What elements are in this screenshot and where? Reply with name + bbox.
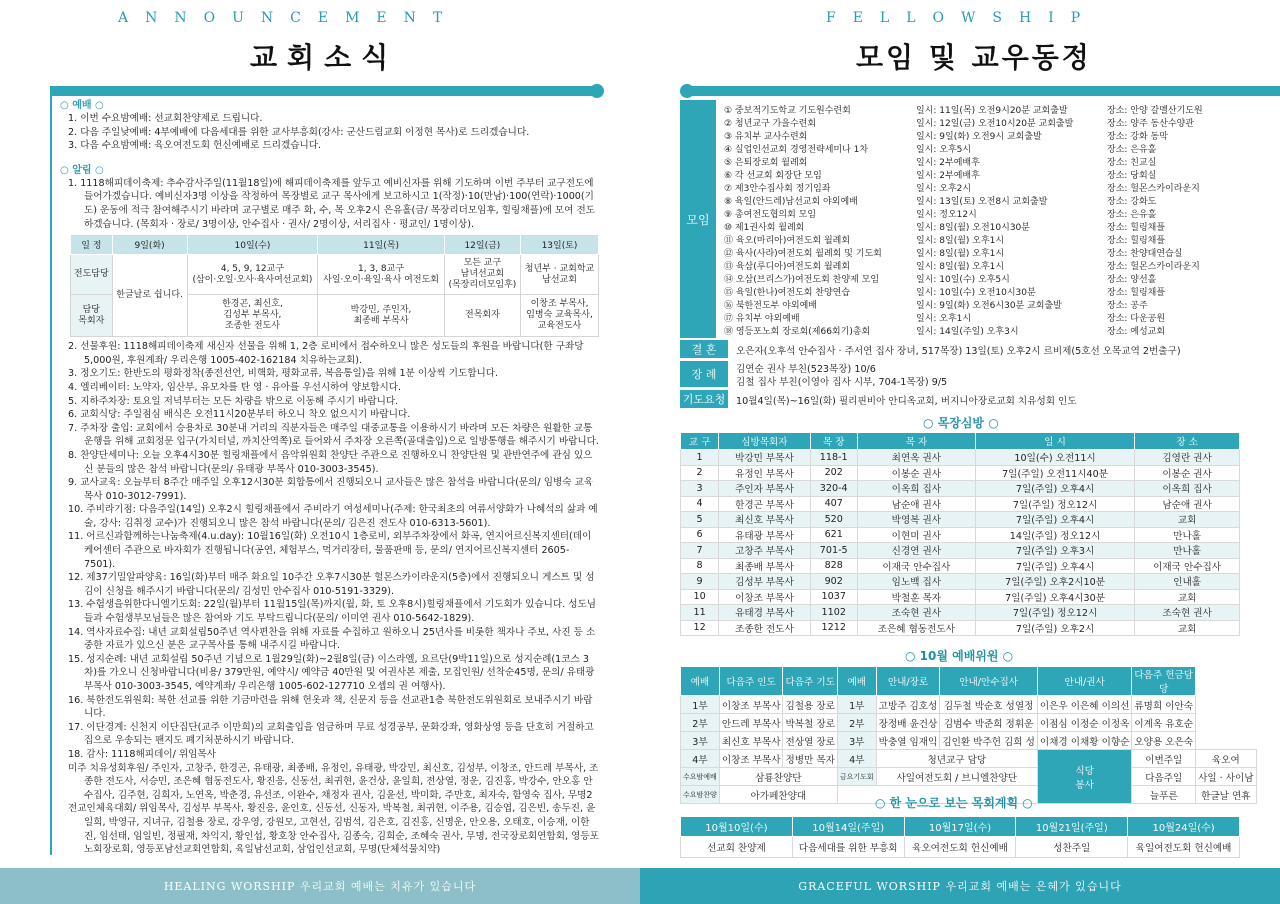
table-cell: 이옥희 집사	[857, 481, 975, 497]
table-cell: 1부	[837, 696, 876, 714]
table-cell: 7일(주일) 오후4시	[975, 481, 1134, 497]
table-cell: 신경연 권사	[857, 543, 975, 559]
moim-cell: ⑩ 제1권사회 월례회	[724, 223, 805, 233]
table-header: 10일(수)	[187, 235, 318, 255]
ministry-plan-table	[680, 816, 1240, 858]
table-cell: 7일(주일) 오후4시	[975, 558, 1134, 574]
table-cell: 701-5	[810, 543, 857, 559]
moim-cell: ⑰ 유치부 야외예배	[724, 314, 800, 324]
announcement-english-heading: ANNOUNCEMENT	[118, 10, 460, 26]
table-cell: 4부	[837, 750, 876, 768]
table-cell: 유태광 부목사	[719, 527, 810, 543]
table-cell: 7일(주일) 오후4시30분	[975, 589, 1134, 605]
table-cell: 이창조 부목사, 임병숙 교육목사, 교육전도사	[521, 295, 599, 337]
list-item: 9. 교사교육: 오늘부터 8주간 매주일 오후12시30분 회합통에서 진행되오니 교사들은 많은 참석을 바랍니다(문의/ 임병숙 교육목사 010-3012-7991).	[68, 477, 594, 502]
plan-date: 10월21일(주일)	[1016, 817, 1128, 837]
table-cell: 금요기도회	[837, 768, 876, 786]
table-cell: 김범수 박준희 정휘운	[940, 714, 1038, 732]
table-cell: 7	[681, 543, 719, 559]
moim-label: 모임	[680, 100, 716, 338]
table-cell: 7일(주일) 오전11시40분	[975, 465, 1134, 481]
list-item: 3. 다음 수요밤예배: 육오여전도회 헌신예배로 드리겠습니다.	[68, 140, 322, 152]
table-cell: 최신호 부목사	[719, 732, 783, 750]
table-row	[681, 543, 1240, 559]
table-cell: 이옥희 집사	[1135, 481, 1240, 497]
plan-date: 10월17일(수)	[904, 817, 1016, 837]
table-header: 일 시	[975, 433, 1134, 450]
table-cell: 유태경 부목사	[719, 605, 810, 621]
moim-cell: ⑱ 영등포노회 장로회(제66회기)총회	[724, 327, 871, 337]
table-cell: 이봉순 권사	[1135, 465, 1240, 481]
moim-cell: ① 중보적기도학교 기도원수련회	[724, 106, 851, 116]
footer-banner: HEALING WORSHIP 우리교회 예배는 치유가 있습니다	[0, 868, 640, 904]
table-cell: 교회	[1135, 620, 1240, 636]
moim-cell: ⑮ 육일(한나)여전도회 찬양연습	[724, 288, 851, 298]
moim-cell: 장소: 강화도	[1107, 197, 1157, 207]
moim-cell: 장소: 예성교회	[1107, 327, 1166, 337]
table-row	[681, 696, 1257, 714]
table-cell: 정병만 목자	[783, 750, 837, 768]
table-cell: 202	[810, 465, 857, 481]
moim-cell: 장소: 힐링채플	[1107, 223, 1166, 233]
table-cell: 최연옥 권사	[857, 450, 975, 466]
table-cell: 10일(수) 오전11시	[975, 450, 1134, 466]
table-cell: 박강민 부목사	[719, 450, 810, 466]
wedding-label: 결 혼	[680, 340, 728, 358]
table-cell: 인내홀	[1135, 574, 1240, 590]
table-row	[681, 714, 1257, 732]
plan-item: 다음세대를 위한 부흥회	[792, 837, 904, 858]
table-header: 안내/안수집사	[940, 667, 1038, 696]
moim-cell: 장소: 헐몬스카이라운지	[1107, 262, 1200, 272]
table-cell: 다음주일	[1132, 768, 1196, 786]
table-cell: 이현미 권사	[857, 527, 975, 543]
mokjang-table	[680, 432, 1240, 636]
table-cell: 아가페찬양대	[719, 786, 837, 804]
table-cell: 118-1	[810, 450, 857, 466]
table-cell: 담당 목회자	[71, 295, 113, 337]
moim-cell: 일시: 10일(수) 오후5시	[916, 275, 1010, 285]
table-cell: 이창조 부목사	[719, 696, 783, 714]
moim-cell: 일시: 오후5시	[916, 145, 972, 155]
table-row	[681, 589, 1240, 605]
table-cell: 주인자 부목사	[719, 481, 810, 497]
sikdang-label: 식당 봉사	[1037, 750, 1132, 804]
moim-cell: ⑯ 북한전도부 야외예배	[724, 301, 817, 311]
table-cell: 1212	[810, 620, 857, 636]
table-header: 장 소	[1135, 433, 1240, 450]
table-row	[681, 732, 1257, 750]
table-cell: 407	[810, 496, 857, 512]
table-header: 안내/장로	[876, 667, 940, 696]
table-cell: 이은우 이은혜 이의선	[1037, 696, 1132, 714]
table-row	[681, 512, 1240, 528]
table-cell: 1, 3, 8교구 사일·오이·육일·육사 여전도회	[318, 255, 444, 295]
table-cell: 남순애 권사	[1135, 496, 1240, 512]
list-item: 4. 엘리베이터: 노약자, 임산부, 유모차를 탄 영 · 유아를 우선시하여 양보합시다.	[68, 381, 402, 393]
wedding-text: 오은자(오후석 안수집사 · 주서연 집사 장녀, 517목장) 13일(토) 오후2시 르비제(5호선 오목교역 2번출구)	[736, 346, 1181, 357]
table-cell: 삼룡찬양단	[719, 768, 837, 786]
table-header: 다음주 기도	[783, 667, 837, 696]
table-header: 다음주 헌금담당	[1132, 667, 1196, 696]
table-cell: 김성부 부목사	[719, 574, 810, 590]
moim-cell: 일시: 9일(화) 오전6시30분 교회출발	[916, 301, 1062, 311]
moim-cell: 일시: 12일(금) 오전10시20분 교회출발	[916, 119, 1074, 129]
worship-committee-table	[680, 666, 1257, 804]
table-header: 12일(금)	[444, 235, 520, 255]
mokjang-title: ○ 목장심방 ○	[923, 416, 999, 430]
table-cell: 520	[810, 512, 857, 528]
moim-cell: ⑭ 오삼(브리스가)여전도회 찬양제 모임	[724, 275, 880, 285]
list-item: 6. 교회식당: 주일점심 배식은 오전11시20분부터 하오니 착오 없으시기 바랍니다.	[68, 409, 411, 421]
table-cell: 이재국 안수집사	[1135, 558, 1240, 574]
table-cell: 2부	[837, 714, 876, 732]
list-item: 12. 제37기밀알파양육: 16일(화)부터 매주 화요일 10주간 오후7시30분 헐몬스카이라운지(5층)에서 진행되오니 게스트 및 섬김이 신청을 해주시기 바랍니다(문의/ 김성민 안수집사 010-5191-3329).	[68, 572, 595, 597]
table-cell: 이봉순 권사	[857, 465, 975, 481]
table-cell: 남순애 권사	[857, 496, 975, 512]
list-item: 7. 주차장 출입: 교회에서 승용차로 30분내 거리의 직분자들은 매주일 대중교통을 이용하시기 바라며 모든 차량은 원활한 교통운행을 위해 교회정문 입구(가치터널, 까치산역쪽)로 들어와서 주차장 오른쪽(골대출입)으로 일방통행을 해주시기 바랍니다.	[68, 422, 599, 448]
table-row	[681, 558, 1240, 574]
header-rule	[688, 86, 1280, 96]
table-cell: 박복철 장로	[783, 714, 837, 732]
moim-cell: 일시: 13일(토) 오전8시 교회출발	[916, 197, 1048, 207]
table-cell: 한경곤 부목사	[719, 496, 810, 512]
moim-cell: 장소: 안양 갈멜산기도원	[1107, 106, 1203, 116]
moim-cell: 일시: 8일(월) 오후1시	[916, 236, 1005, 246]
table-header: 일 정	[71, 235, 113, 255]
plan-date: 10월14일(주일)	[792, 817, 904, 837]
table-cell: 고창주 부목사	[719, 543, 810, 559]
table-cell: 7일(주일) 정오12시	[975, 605, 1134, 621]
moim-cell: 장소: 당회실	[1107, 171, 1157, 181]
table-header: 13일(토)	[521, 235, 599, 255]
list-item: 13. 수험생을위한다니엘기도회: 22일(월)부터 11월15일(목)까지(월, 화, 토 오후8시)힐링채플에서 기도회가 있습니다. 성도님들과 수험생부모님들은 많은 참여와 기도 부탁드립니다(문의/ 이미연 권사 010-5642-1829).	[68, 599, 597, 625]
table-cell: 12	[681, 620, 719, 636]
moim-cell: 장소: 힐링채플	[1107, 288, 1166, 298]
plan-item: 육일여전도회 헌신예배	[1128, 837, 1240, 858]
table-cell: 박철훈 목자	[857, 589, 975, 605]
list-item: 2. 다음 주일낮예배: 4부예배에 다음세대를 위한 교사부흥회(강사: 군산드림교회 이정현 목사)로 드리겠습니다.	[68, 126, 530, 138]
list-item: 1. 이번 수요밤예배: 선교회찬양제로 드립니다.	[68, 113, 263, 124]
list-item: 3. 정오기도: 한반도의 평화정착(종전선언, 비핵화, 평화교류, 복음통일)을 위해 1분 이상씩 기도합니다.	[68, 368, 499, 380]
table-header: 심방목회자	[719, 433, 810, 450]
moim-cell: 일시: 10일(수) 오전10시30분	[916, 288, 1036, 298]
funeral-label: 장 례	[680, 361, 728, 387]
moim-cell: ⑥ 각 선교회 회장단 모임	[724, 171, 822, 181]
table-cell: 박강민, 주인자, 최종배 부목사	[318, 295, 444, 337]
table-cell: 3	[681, 481, 719, 497]
table-cell: 오양용 오은숙	[1132, 732, 1196, 750]
table-cell: 7일(주일) 오후4시	[975, 512, 1134, 528]
list-item: 8. 찬양단세미나: 오늘 오후4시30분 힐링채플에서 음악위원회 찬양단 주관으로 진행하오니 찬양단원 및 관반연주에 관심 있으신 분들의 많은 참석 바랍니다(문의/ 유태광 부목사 010-3003-3545).	[68, 449, 593, 475]
table-cell: 육오여	[1196, 750, 1257, 768]
list-item: 10. 주비라기점: 다음주일(14일) 오후2시 힐링채플에서 주비라기 여성세미나(주제: 한국최초의 여류서양화가 나혜석의 삶과 예술, 강사: 김취정 교수)가 진행되오니 많은 참석 바랍니다(문의/ 김은진 전도사 010-6313-5601).	[68, 504, 598, 529]
moim-cell: ⑦ 제3안수집사회 정기임좌	[724, 184, 831, 194]
page-title: 교회소식	[250, 41, 399, 74]
table-cell: 전목회자	[444, 295, 520, 337]
table-row	[681, 465, 1240, 481]
table-cell: 8	[681, 558, 719, 574]
evangelism-schedule-table	[70, 234, 599, 337]
table-cell: 이채경 이채황 이향순	[1037, 732, 1132, 750]
table-cell: 이재국 안수집사	[857, 558, 975, 574]
table-cell: 이번주일	[1132, 750, 1196, 768]
moim-cell: ② 청년교구 가을수련회	[724, 119, 817, 129]
table-row	[681, 450, 1240, 466]
table-cell: 5	[681, 512, 719, 528]
table-row	[681, 768, 1257, 786]
table-cell: 7일(주일) 오후2시10분	[975, 574, 1134, 590]
moim-cell: ⑬ 육삼(루디아)여전도회 월례회	[724, 262, 851, 272]
table-cell: 조은혜 협동전도사	[857, 620, 975, 636]
table-row	[681, 620, 1240, 636]
table-cell: 3부	[681, 732, 720, 750]
moim-cell: ⑫ 육사(사라)여전도회 월례회 및 기도회	[724, 249, 882, 259]
table-cell: 청년교구 담당	[876, 750, 1037, 768]
moim-cell: 장소: 찬양대연습실	[1107, 249, 1183, 259]
moim-cell: 일시: 오후1시	[916, 314, 972, 324]
table-cell: 3부	[837, 732, 876, 750]
table-cell: 늘푸른	[1132, 786, 1196, 804]
list-item: 18. 감사: 1118해피데이/ 위임목사	[68, 748, 216, 760]
table-cell: 류명희 이안숙	[1132, 696, 1196, 714]
plan-date: 10월24일(수)	[1128, 817, 1240, 837]
table-cell: 조종한 전도사	[719, 620, 810, 636]
table-header: 예배	[837, 667, 876, 696]
plan-item: 선교회 찬양제	[681, 837, 793, 858]
moim-cell: ④ 실업인선교회 경영전략세미나 1차	[724, 145, 869, 155]
table-cell: 902	[810, 574, 857, 590]
table-cell: 1	[681, 450, 719, 466]
fellowship-page	[640, 0, 1280, 904]
table-header: 예배	[681, 667, 720, 696]
moim-cell: ⑤ 은퇴장로회 월례회	[724, 158, 808, 168]
table-cell: 김두철 박순호 성열정	[940, 696, 1038, 714]
table-row	[681, 750, 1257, 768]
moim-cell: 장소: 다운공원	[1107, 314, 1166, 324]
table-cell: 한글날 연휴	[1196, 786, 1257, 804]
table-cell: 교회	[1135, 512, 1240, 528]
moim-cell: 일시: 9일(화) 오전9시 교회출발	[916, 132, 1042, 142]
plan-item: 성찬주일	[1016, 837, 1128, 858]
moim-cell: 일시: 11일(목) 오전9시20분 교회출발	[916, 106, 1068, 116]
table-cell: 2	[681, 465, 719, 481]
table-cell: 6	[681, 527, 719, 543]
plan-item: 육오여전도회 헌신예배	[904, 837, 1016, 858]
table-cell: 이창조 부목사	[719, 750, 783, 768]
moim-cell: 일시: 8일(월) 오전10시30분	[916, 223, 1030, 233]
table-cell: 1102	[810, 605, 857, 621]
funeral-text-2: 김철 집사 부친(이영아 집사 시부, 704-1목장) 9/5	[736, 377, 948, 388]
table-cell: 청년부 · 교회학교 남선교회	[521, 255, 599, 295]
moim-cell: 일시: 정오12시	[916, 210, 977, 220]
moim-cell: ⑨ 총여전도협의회 모임	[724, 210, 817, 220]
table-header: 교 구	[681, 433, 719, 450]
table-cell: 최종배 부목사	[719, 558, 810, 574]
table-cell: 10	[681, 589, 719, 605]
table-cell: 1부	[681, 696, 720, 714]
moim-cell: 장소: 친교실	[1107, 158, 1157, 168]
table-header: 목 자	[857, 433, 975, 450]
table-row	[681, 496, 1240, 512]
fellowship-english-heading: FELLOWSHIP	[826, 10, 1098, 26]
table-header: 다음주 인도	[719, 667, 783, 696]
prayer-request-text: 10월4일(목)~16일(화) 필리핀비아 안디옥교회, 버지니아장로교회 치유성회 인도	[736, 396, 1077, 407]
table-cell: 박영복 권사	[857, 512, 975, 528]
table-cell: 김철용 장로	[783, 696, 837, 714]
table-row	[681, 605, 1240, 621]
table-cell: 7일(주일) 오후3시	[975, 543, 1134, 559]
table-cell: 조숙현 권사	[1135, 605, 1240, 621]
table-cell: 4부	[681, 750, 720, 768]
table-cell: 고방주 김호성	[876, 696, 940, 714]
moim-cell: 장소: 양선홀	[1107, 275, 1157, 285]
table-cell: 621	[810, 527, 857, 543]
list-item: 17. 이단경계: 신천지 이단집단(교주 이만희)의 교회출입을 엄금하며 무료 성경공부, 문화강좌, 영화상영 등을 단호히 거절하고 집으로 우송되는 팬지도 폐기처분하시기 바랍니다.	[68, 721, 594, 747]
moim-cell: 장소: 힐링채플	[1107, 236, 1166, 246]
table-cell: 사일여전도회 / 브니엘찬양단	[876, 768, 1037, 786]
table-header: 목 장	[810, 433, 857, 450]
list-item: 전교인체육대회/ 위임목사, 김성부 부목사, 황진응, 윤인호, 신동선, 신동자, 박복철, 최귀현, 이주용, 김승엽, 김은빈, 송두진, 윤일희, 박영규, 지녀규, 김철용 장로, 강우영, 강원모, 고현선, 김범석, 김은호, 김진홍, 신명운, 안오용, 오태호, 이승재, 이한진, 임선태, 임일빈, 정필재, 차익지, 황인섭, 황호창 안수집사, 김종숙, 김희순, 조혜숙 권사, 무명, 전국장로회연합회, 영등포노회장로회, 영등포남선교회연합회, 육일남선교회, 삼업인선교회, 무명(단체석물치약)	[68, 803, 599, 855]
moim-cell: 장소: 강화 동막	[1107, 132, 1168, 142]
table-cell: 한경곤, 최신호, 김성부 부목사, 조종한 전도사	[187, 295, 318, 337]
table-cell: 장정배 윤건상	[876, 714, 940, 732]
table-cell: 이창조 부목사	[719, 589, 810, 605]
table-cell: 전도담당	[71, 255, 113, 295]
plan-title: ○ 한 눈으로 보는 목회계획 ○	[875, 796, 1033, 810]
table-cell: 4	[681, 496, 719, 512]
worship-section-title: ○ 예배 ○	[60, 100, 104, 111]
table-cell: 안드레 부목사	[719, 714, 783, 732]
table-cell: 김인환 박주헌 김희 성	[940, 732, 1038, 750]
table-cell: 김영란 권사	[1135, 450, 1240, 466]
table-cell: 이계옥 유호순	[1132, 714, 1196, 732]
table-cell: 한글날로 쉽니다.	[112, 255, 187, 337]
funeral-text-1: 김연순 권사 부친(523목장) 10/6	[736, 364, 876, 375]
table-cell: 교회	[1135, 589, 1240, 605]
list-item: 5. 지하주차장: 토요일 저녁부터는 모든 차량을 밖으로 이동해 주시기 바랍니다.	[68, 395, 399, 407]
table-row	[681, 574, 1240, 590]
table-row	[681, 527, 1240, 543]
table-cell: 1037	[810, 589, 857, 605]
table-cell: 조숙현 권사	[857, 605, 975, 621]
table-cell: 11	[681, 605, 719, 621]
announcement-body	[50, 93, 599, 855]
moim-cell: 일시: 2부예배후	[916, 158, 980, 168]
moim-cell: 장소: 헐몬스카이라운지	[1107, 184, 1200, 194]
table-cell: 전상열 장로	[783, 732, 837, 750]
table-cell: 최신호 부목사	[719, 512, 810, 528]
table-cell: 828	[810, 558, 857, 574]
table-cell: 유정인 부목사	[719, 465, 810, 481]
table-row	[681, 817, 1240, 837]
plan-date: 10월10일(수)	[681, 817, 793, 837]
table-header: 11일(목)	[318, 235, 444, 255]
table-cell: 임노백 집사	[857, 574, 975, 590]
table-cell: 7일(주일) 오후2시	[975, 620, 1134, 636]
list-item: 1. 1118해피데이축제: 추수감사주일(11월18일)에 해피데이축제를 앞두고 예비신자를 위해 기도하며 이번 주부터 교구전도에 들어가겠습니다. 예비신자3명 이상을 작정하여 목장별로 교구 목사에게 보고하시고 1(작정)·10(만남)·100(연락)·1000(기도) 운동에 적극 참여해주시기 바라며 교구별로 매주 화, 수, 목 오후2시 은유홀(금/ 목장리더모임후, 힐링채플)에 모여 전도하겠습니다. (목회자 · 장로/ 3명이상, 안수집사 · 권사/ 2명이상, 서리집사 · 평교인/ 1명이상).	[68, 177, 596, 230]
list-item: 미주 치유성회후원/ 주인자, 고창주, 한경곤, 유태광, 최종배, 유정인, 유태광, 박강민, 최신호, 김성부, 이창조, 안드레 부목사, 조종한 전도사, 서승민, 조은혜 협동전도사, 황진응, 신동선, 최귀현, 윤건상, 윤일희, 전상열, 정운, 김진홍, 박강수, 안오홍 안수집사, 김주현, 김희자, 노연옥, 박춘경, 유선조, 이완수, 채정자 권사, 김윤선, 박미화, 주만호, 최자숙, 함영숙 집사, 무명2	[68, 762, 599, 801]
table-header: 9일(화)	[112, 235, 187, 255]
yebae-title: ○ 10월 예배위원 ○	[905, 649, 1014, 663]
table-cell: 4, 5, 9, 12교구 (삼이·오일·오사·육사여선교회)	[187, 255, 318, 295]
moim-cell: 장소: 은유홀	[1107, 210, 1157, 220]
moim-cell: 장소: 은유홀	[1107, 145, 1157, 155]
table-cell: 320-4	[810, 481, 857, 497]
moim-cell: 일시: 14일(주일) 오후3시	[916, 327, 1019, 337]
prayer-request-label: 기도요청	[680, 390, 728, 408]
list-item: 16. 북한전도위원회: 북한 선교를 위한 기금마련을 위해 헌옷과 책, 신문지 등을 선교관1층 북한전도위원회로 보내주시기 바랍니다.	[68, 694, 593, 720]
table-cell: 9	[681, 574, 719, 590]
moim-cell: 일시: 2부예배후	[916, 171, 980, 181]
moim-cell: 일시: 8일(월) 오후1시	[916, 262, 1005, 272]
table-cell: 모든 교구 남녀선교회 (목장리더모임후)	[444, 255, 520, 295]
moim-cell: 일시: 오후2시	[916, 184, 972, 194]
table-cell: 만나홀	[1135, 543, 1240, 559]
moim-cell: ⑪ 육오(마리아)여전도회 월례회	[724, 236, 851, 246]
moim-cell: 일시: 8일(월) 오후1시	[916, 249, 1005, 259]
table-row	[681, 481, 1240, 497]
moim-cell: ⑧ 육일(안드레)남선교회 야외예배	[724, 197, 858, 207]
moim-cell: ③ 유치부 교사수련회	[724, 132, 808, 142]
list-item: 14. 역사자료수집: 내년 교회설립50주년 역사편찬을 위해 자료를 수집하고 원하오니 25년사를 비롯한 책자나 주보, 사진 등 소중한 자료가 있으신 분은 교구목사를 통해 내주시길 바랍니다.	[68, 626, 596, 652]
notice-section-title: ○ 알림 ○	[60, 164, 104, 176]
table-cell: 2부	[681, 714, 720, 732]
page-title: 모임 및 교우동정	[856, 41, 1092, 74]
moim-cell: 장소: 공주	[1107, 301, 1148, 311]
table-cell: 이점심 이정순 이정옥	[1037, 714, 1132, 732]
moim-cell: 장소: 양주 동산수양관	[1107, 119, 1195, 129]
table-cell: 수요밤찬양	[681, 786, 720, 804]
table-cell: 14일(주일) 정오12시	[975, 527, 1134, 543]
list-item: 2. 선물후원: 1118해피데이축제 새신자 선물을 위해 1, 2층 로비에서 접수하오니 많은 성도들의 후원을 바랍니다(한 구좌당 5,000원, 후원계좌/ 우리은행 1005-402-162184 치유하는교회).	[68, 341, 584, 366]
table-cell: 박충열 임재익	[876, 732, 940, 750]
notice-list	[52, 340, 599, 855]
table-cell: 만나홀	[1135, 527, 1240, 543]
list-item: 15. 성지순례: 내년 교회설립 50주년 기념으로 1월29일(화)~2월8일(금) 이스라엘, 요르단(9박11일)으로 성지순례(1코스 3차)를 가오니 신청바랍니다(비용/ 379만원, 예약시/ 예약금 40만원 및 여권사본 제출, 모집인원/ 선착순45명, 문의/ 유태광 부목사 010-3003-3545, 예약계좌/ 우리은행 1005-602-127710 오셉의 권 여행사).	[68, 653, 595, 692]
table-cell: 수요밤예배	[681, 768, 720, 786]
table-cell: 7일(주일) 정오12시	[975, 496, 1134, 512]
footer-banner: GRACEFUL WORSHIP 우리교회 예배는 은혜가 있습니다	[640, 868, 1280, 904]
table-header: 안내/권사	[1037, 667, 1132, 696]
list-item: 11. 어르신과함께하는나눔축제(4.u.day): 10월16일(화) 오전10시 1층로비, 외부주차장에서 화곡, 연지어르신복지센터(데이케어센터 주관으로 바자회가 진행됩니다(공연, 체험부스, 먹거리장터, 물품판매 등, 문의/ 연지어르신복지센터 2605-7501).	[68, 531, 592, 570]
table-row	[681, 837, 1240, 858]
table-cell: 사일 · 사이남	[1196, 768, 1257, 786]
